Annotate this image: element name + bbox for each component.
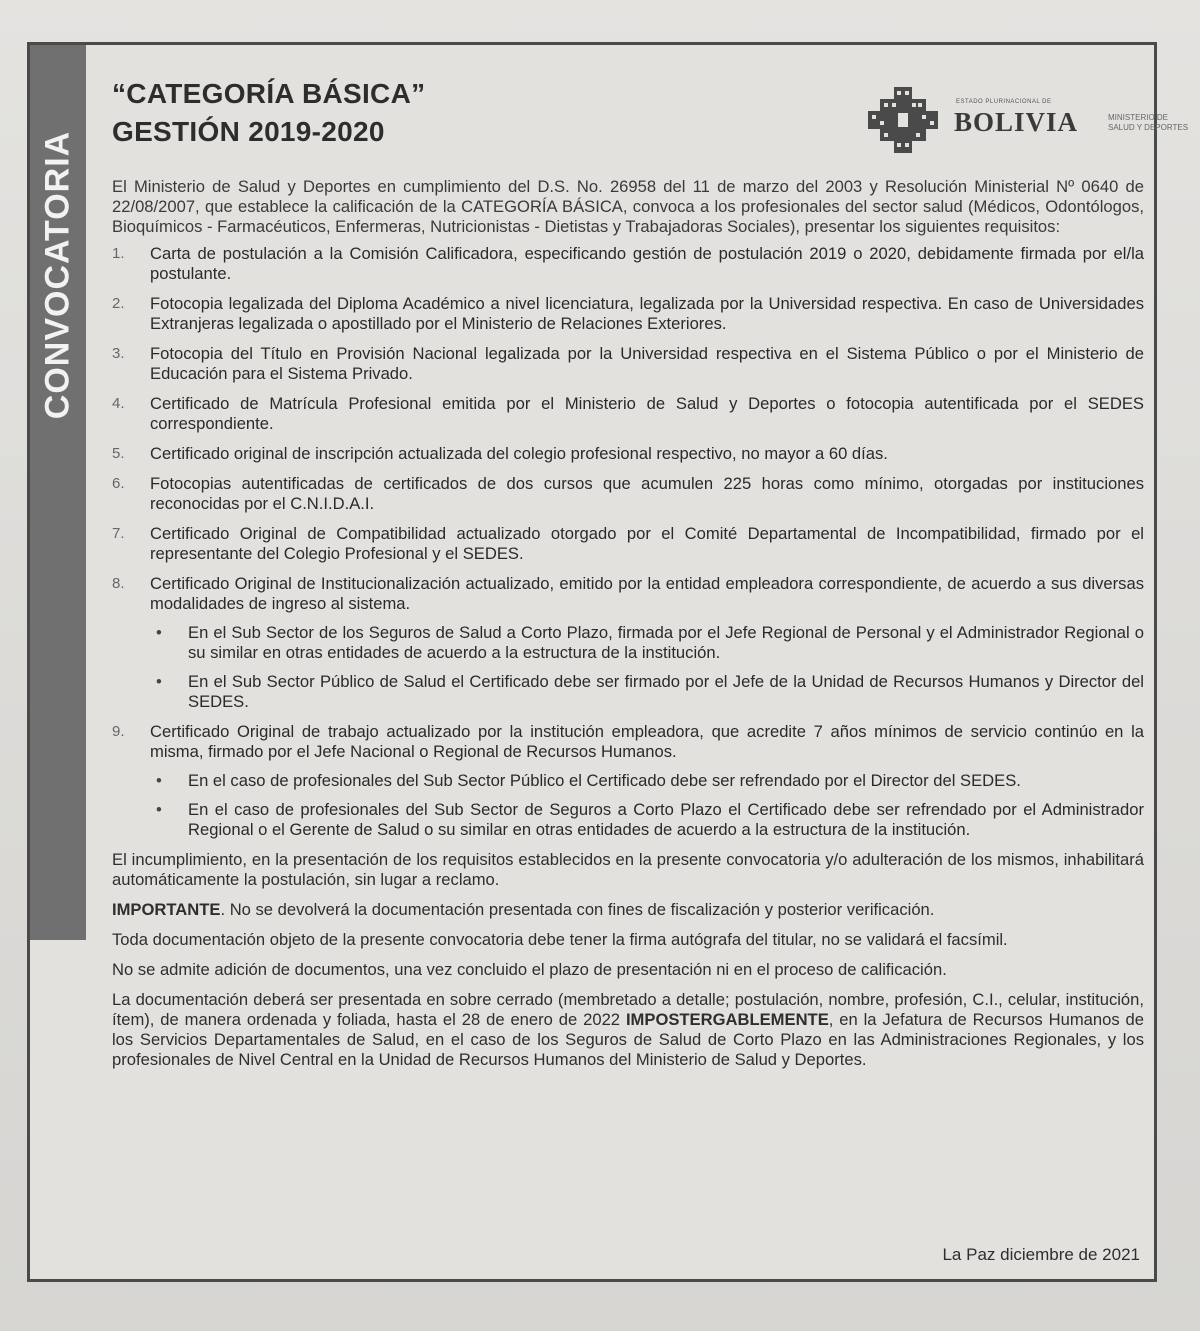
requirement-item <box>112 524 1144 564</box>
submission-deadline-emphasis: IMPOSTERGABLEMENTE <box>625 1010 829 1029</box>
place-date: La Paz diciembre de 2021 <box>942 1245 1140 1264</box>
sub-bullet-item <box>150 800 1144 840</box>
requirement-number: 9. <box>112 723 125 740</box>
requirement-text: Carta de postulación a la Comisión Calificadora, especificando gestión de postulación 2019 o 2020, debidamente firmada por el/la postulante. <box>150 244 1144 283</box>
requirement-item <box>112 294 1144 334</box>
intro-paragraph: El Ministerio de Salud y Deportes en cumplimiento del D.S. No. 26958 del 11 de marzo del 2003 y Resolución Ministerial Nº 0640 de 22/08/2007, que establece la calificación de la CATEGORÍA BÁSICA, convoca a los profesionales del sector salud (Médicos, Odontólogos, Bioquímicos - Farmacéuticos, Enfermeras, Nutricionistas - Dietistas y Trabajadoras Sociales), presentar los siguientes requisitos: <box>112 177 1144 236</box>
title-line-1: “CATEGORÍA BÁSICA” <box>112 78 426 109</box>
logo-ministry-line-2: SALUD Y DEPORTES <box>1108 123 1189 132</box>
requirement-item <box>112 722 1144 840</box>
important-text: . No se devolverá la documentación presentada con fines de fiscalización y posterior verificación. <box>220 900 935 919</box>
sub-bullet-text: En el Sub Sector de los Seguros de Salud a Corto Plazo, firmada por el Jefe Regional de Personal y el Administrador Regional o su similar en otras entidades de acuerdo a la estructura de la institución. <box>188 623 1144 662</box>
chakana-emblem-icon <box>860 85 946 155</box>
requirement-text: Certificado original de inscripción actualizada del colegio profesional respectivo, no mayor a 60 días. <box>150 444 888 463</box>
requirement-number: 7. <box>112 525 125 542</box>
no-additions-paragraph: No se admite adición de documentos, una vez concluido el plazo de presentación ni en el proceso de calificación. <box>112 960 947 979</box>
non-compliance-paragraph: El incumplimiento, en la presentación de los requisitos establecidos en la presente convocatoria y/o adulteración de los mismos, inhabilitará automáticamente la postulación, sin lugar a reclamo. <box>112 850 1144 889</box>
requirement-text: Certificado de Matrícula Profesional emitida por el Ministerio de Salud y Deportes o fotocopia autentificada por el SEDES correspondiente. <box>150 394 1144 433</box>
sidebar-band <box>30 45 86 940</box>
logo-state-text: ESTADO PLURINACIONAL DE <box>956 99 1052 105</box>
sub-bullet-text: En el Sub Sector Público de Salud el Certificado debe ser firmado por el Jefe de la Unidad de Recursos Humanos y Director del SEDES. <box>188 672 1144 711</box>
requirement-number: 3. <box>112 345 125 362</box>
ministry-logo <box>860 85 1200 155</box>
sub-bullet-item <box>150 672 1144 712</box>
requirement-text: Certificado Original de Institucionalización actualizado, emitido por la entidad empleadora correspondiente, de acuerdo a sus diversas modalidades de ingreso al sistema. <box>150 574 1144 613</box>
submission-text-2: , en la Jefatura de Recursos Humanos de los Servicios Departamentales de Salud, en el caso de los Seguros de Salud de Corto Plazo en las Administraciones Regionales, y los profesionales de Nivel Central en la Unidad de Recursos Humanos del Ministerio de Salud y Deportes. <box>112 1010 1144 1069</box>
sub-bullet-item <box>150 771 1144 791</box>
requirement-number: 5. <box>112 445 125 462</box>
requirements-list <box>112 244 1144 840</box>
bullet-icon: • <box>156 672 162 691</box>
requirement-item <box>112 574 1144 712</box>
requirement-number: 8. <box>112 575 125 592</box>
bullet-icon: • <box>156 771 162 790</box>
submission-text-1: La documentación deberá ser presentada en sobre cerrado (membretado a detalle; postulación, nombre, profesión, C.I., celular, institución, ítem), de manera ordenada y foliada, hasta el 28 de enero de 2022 <box>112 990 1144 1029</box>
requirement-text: Certificado Original de Compatibilidad actualizado otorgado por el Comité Departamental de Incompatibilidad, firmado por el representante del Colegio Profesional y el SEDES. <box>150 524 1144 563</box>
requirement-number: 2. <box>112 295 125 312</box>
requirement-text: Fotocopia legalizada del Diploma Académico a nivel licenciatura, legalizada por la Universidad respectiva. En caso de Universidades Extranjeras legalizada o apostillado por el Ministerio de Relaciones Exteriores. <box>150 294 1144 333</box>
requirement-text: Fotocopia del Título en Provisión Nacional legalizada por la Universidad respectiva en el Sistema Público o por el Ministerio de Educación para el Sistema Privado. <box>150 344 1144 383</box>
important-paragraph <box>112 900 1144 920</box>
logo-ministry-text <box>1108 113 1200 133</box>
sidebar-label: CONVOCATORIA <box>38 130 77 420</box>
requirement-item <box>112 474 1144 514</box>
requirement-number: 4. <box>112 395 125 412</box>
requirement-item <box>112 344 1144 384</box>
requirement-text: Certificado Original de trabajo actualizado por la institución empleadora, que acredite 7 años mínimos de servicio continúo en la misma, firmado por el Jefe Nacional o Regional de Recursos Humanos. <box>150 722 1144 761</box>
bullet-icon: • <box>156 800 162 819</box>
requirement-number: 1. <box>112 245 125 262</box>
logo-bolivia-text: BOLIVIA <box>954 107 1079 137</box>
signature-paragraph: Toda documentación objeto de la presente convocatoria debe tener la firma autógrafa del titular, no se validará el facsímil. <box>112 930 1008 949</box>
closing-section <box>112 850 1144 1070</box>
requirement-8-sublist <box>150 623 1144 712</box>
requirement-number: 6. <box>112 475 125 492</box>
intro-section <box>112 177 1144 237</box>
bullet-icon: • <box>156 623 162 642</box>
sub-bullet-text: En el caso de profesionales del Sub Sector Público el Certificado debe ser refrendado por el Director del SEDES. <box>188 771 1021 790</box>
requirement-text: Fotocopias autentificadas de certificados de dos cursos que acumulen 225 horas como mínimo, otorgadas por instituciones reconocidas por el C.N.I.D.A.I. <box>150 474 1144 513</box>
submission-paragraph <box>112 990 1144 1070</box>
title-line-2: GESTIÓN 2019-2020 <box>112 116 385 147</box>
requirement-item <box>112 394 1144 434</box>
important-label: IMPORTANTE <box>112 900 221 919</box>
requirement-9-sublist <box>150 771 1144 840</box>
sub-bullet-item <box>150 623 1144 663</box>
logo-ministry-line-1: MINISTERIO DE <box>1108 113 1169 122</box>
requirement-item <box>112 444 1144 464</box>
announcement-frame <box>27 42 1189 1282</box>
announcement-content <box>112 75 1189 1080</box>
sub-bullet-text: En el caso de profesionales del Sub Sector de Seguros a Corto Plazo el Certificado debe ser refrendado por el Administrador Regional o el Gerente de Salud o su similar en otras entidades de acuerdo a la estructura de la institución. <box>188 800 1144 839</box>
requirement-item <box>112 244 1144 284</box>
